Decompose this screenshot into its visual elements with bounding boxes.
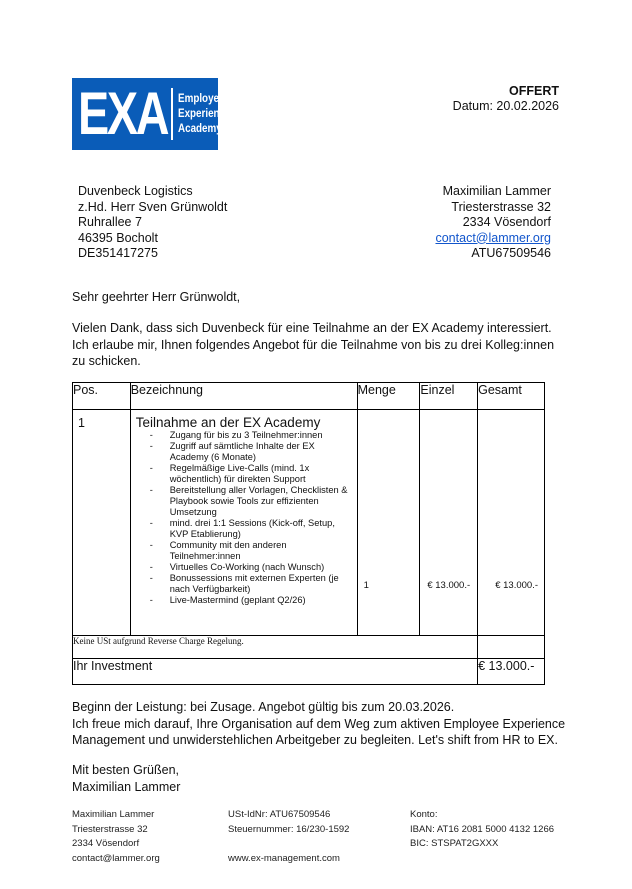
logo-divider	[171, 88, 173, 140]
feature-item: - Community mit den anderen Teilnehmer:innen	[150, 540, 353, 562]
footer-ust-id: USt-IdNr: ATU67509546	[228, 809, 331, 820]
table-row	[73, 410, 545, 636]
item-einzel	[420, 410, 478, 636]
feature-item: - mind. drei 1:1 Sessions (Kick-off, Setup, KVP Etablierung)	[150, 518, 353, 540]
document-date: Datum: 20.02.2026	[452, 99, 559, 113]
tax-note: Keine USt aufgrund Reverse Charge Regelung.	[73, 636, 478, 659]
item-menge	[357, 410, 420, 636]
logo-line-1: Employee	[178, 91, 225, 105]
logo-line-3: Academy	[178, 121, 222, 135]
footer-city: 2334 Vösendorf	[72, 838, 140, 849]
item-gesamt-value: € 13.000.-	[495, 580, 538, 591]
footer-bank	[410, 808, 554, 852]
table-header-row	[73, 383, 545, 410]
logo-line-2: Experience	[178, 106, 231, 120]
document-title: OFFERT	[509, 84, 559, 98]
recipient-street: Ruhrallee 7	[78, 215, 142, 229]
footer-steuernummer: Steuernummer: 16/230-1592	[228, 823, 350, 835]
header-gesamt: Gesamt	[478, 383, 545, 410]
document-header	[453, 84, 559, 114]
recipient-city: 46395 Bocholt	[78, 230, 158, 245]
footer-contact	[72, 808, 160, 866]
logo-subtitle	[178, 91, 231, 136]
footer-website: www.ex-management.com	[228, 852, 340, 864]
closing-text: Ich freue mich darauf, Ihre Organisation auf dem Weg zum aktiven Employee Experience Management und unwiderstehlichen Arbeitgeber zu begleiten. Let's shift from HR to EX.	[72, 716, 566, 747]
footer-email: contact@lammer.org	[72, 852, 160, 864]
footer-iban: IBAN: AT16 2081 5000 4132 1266	[410, 823, 555, 835]
sender-address	[435, 184, 551, 262]
sender-email-link[interactable]: contact@lammer.org	[435, 230, 551, 245]
footer-tax	[228, 808, 349, 866]
recipient-company: Duvenbeck Logistics	[78, 184, 193, 198]
offer-table	[72, 382, 545, 685]
header-pos: Pos.	[73, 383, 131, 410]
item-einzel-value: € 13.000.-	[427, 580, 471, 591]
tax-note-row	[73, 636, 545, 659]
closing-paragraph	[72, 699, 572, 749]
investment-total: € 13.000.-	[478, 659, 545, 685]
header-menge: Menge	[357, 383, 420, 410]
footer-bic: BIC: STSPAT2GXXX	[410, 838, 499, 849]
item-description	[130, 410, 357, 636]
recipient-attention: z.Hd. Herr Sven Grünwoldt	[78, 199, 228, 214]
tax-note-empty	[478, 636, 545, 659]
investment-label: Ihr Investment	[73, 659, 478, 685]
header-bezeichnung: Bezeichnung	[130, 383, 357, 410]
recipient-address	[78, 184, 227, 262]
feature-list	[131, 430, 357, 606]
feature-item: - Live-Mastermind (geplant Q2/26)	[150, 595, 353, 606]
sender-vat: ATU67509546	[471, 246, 551, 260]
feature-item: - Zugriff auf sämtliche Inhalte der EX Academy (6 Monate)	[150, 441, 353, 463]
header-einzel: Einzel	[420, 383, 478, 410]
feature-item: - Bonussessions mit externen Experten (je nach Verfügbarkeit)	[150, 573, 353, 595]
intro-paragraph: Vielen Dank, dass sich Duvenbeck für eine Teilnahme an der EX Academy interessiert. Ich erlaube mir, Ihnen folgendes Angebot für die Teilnahme von bis zu drei Kolleg:innen zu schicken.	[72, 321, 555, 368]
exa-logo	[72, 78, 231, 150]
feature-item: - Virtuelles Co-Working (nach Wunsch)	[150, 562, 353, 573]
footer-street: Triesterstrasse 32	[72, 823, 148, 835]
validity-line: Beginn der Leistung: bei Zusage. Angebot gültig bis zum 20.03.2026.	[72, 700, 455, 714]
sender-name: Maximilian Lammer	[442, 184, 551, 198]
sender-city: 2334 Vösendorf	[462, 215, 551, 229]
footer-spacer	[228, 837, 349, 852]
feature-item: - Bereitstellung aller Vorlagen, Checklisten & Playbook sowie Tools zur effizienten Umsetzung	[150, 485, 353, 518]
item-menge-value: 1	[363, 580, 369, 591]
item-title: Teilnahme an der EX Academy	[135, 415, 321, 430]
footer-konto-label: Konto:	[410, 809, 438, 820]
sender-street: Triesterstrasse 32	[451, 199, 551, 214]
regards: Mit besten Grüßen,	[72, 763, 179, 777]
signoff	[72, 762, 180, 795]
feature-item: - Regelmäßige Live-Calls (mind. 1x wöchentlich) für direkten Support	[150, 463, 353, 485]
feature-item: - Zugang für bis zu 3 Teilnehmer:innen	[150, 430, 353, 441]
item-pos	[73, 410, 131, 636]
item-pos-value: 1	[78, 416, 85, 430]
investment-row	[73, 659, 545, 685]
item-gesamt	[478, 410, 545, 636]
salutation: Sehr geehrter Herr Grünwoldt,	[72, 290, 241, 304]
signature-name: Maximilian Lammer	[72, 779, 181, 794]
logo-wordmark: EXA	[78, 80, 168, 147]
recipient-vat: DE351417275	[78, 246, 158, 260]
footer-name: Maximilian Lammer	[72, 809, 155, 820]
